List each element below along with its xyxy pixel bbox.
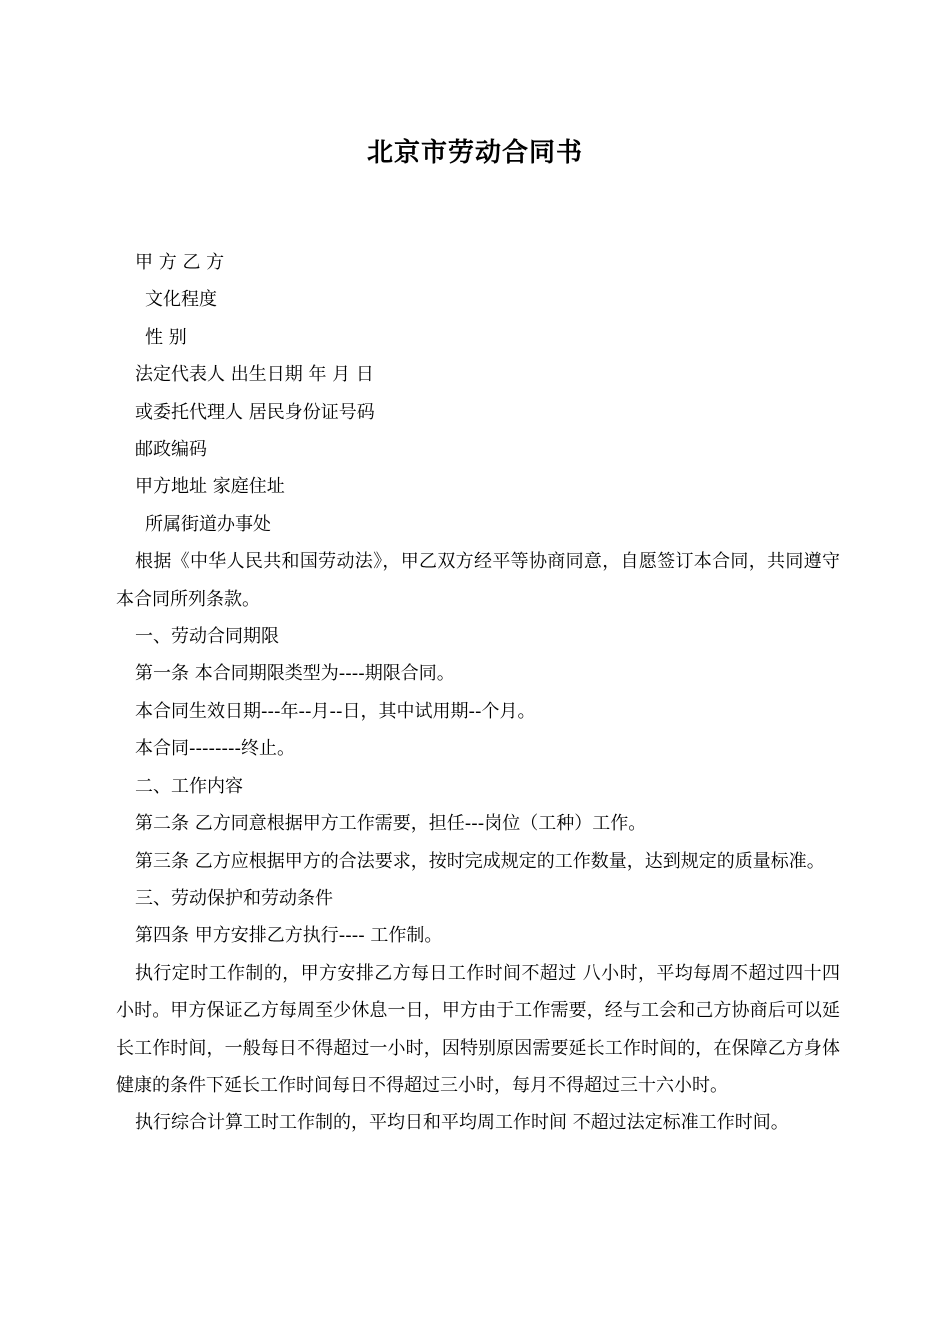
- document-body: [116, 244, 840, 1142]
- representative-line: 法定代表人 出生日期 年 月 日: [135, 364, 374, 386]
- street-office-line: 所属街道办事处: [145, 513, 271, 535]
- comprehensive-hours-line: 执行综合计算工时工作制的，平均日和平均周工作时间 不超过法定标准工作时间。: [135, 1112, 789, 1134]
- article-line: 第四条 甲方安排乙方执行---- 工作制。: [135, 925, 443, 947]
- document-title: 北京市劳动合同书: [366, 138, 583, 168]
- article-paragraph: 第三条 乙方应根据甲方的合法要求，按时完成规定的工作数量，达到规定的质量标准。: [135, 850, 825, 872]
- postcode-line: 邮政编码: [135, 439, 207, 461]
- gender-line: 性 别: [145, 326, 187, 348]
- agent-line: 或委托代理人 居民身份证号码: [135, 401, 375, 423]
- section-heading: 一、劳动合同期限: [135, 626, 279, 648]
- article-line: 第二条 乙方同意根据甲方工作需要，担任---岗位（工种）工作。: [135, 813, 647, 835]
- section-heading: 三、劳动保护和劳动条件: [135, 887, 333, 909]
- article-line: 第一条 本合同期限类型为----期限合同。: [135, 663, 455, 685]
- address-line: 甲方地址 家庭住址: [135, 476, 285, 498]
- termination-line: 本合同--------终止。: [135, 738, 295, 760]
- working-hours-paragraph: 执行定时工作制的，甲方安排乙方每日工作时间不超过 八小时，平均每周不超过四十四小时。甲方保证乙方每周至少休息一日，甲方由于工作需要，经与工会和己方协商后可以延长工作时间，一般每日不得超过一小时，因特别原因需要延长工作时间的，在保障乙方身体健康的条件下延长工作时间每日不得超过三小时，每月不得超过三十六小时。: [116, 962, 840, 1096]
- party-line: 甲 方 乙 方: [135, 252, 225, 273]
- effective-date-line: 本合同生效日期---年--月--日，其中试用期--个月。: [135, 700, 536, 722]
- preamble-paragraph: 根据《中华人民共和国劳动法》，甲乙双方经平等协商同意，自愿签订本合同，共同遵守本合同所列条款。: [116, 551, 840, 610]
- section-heading: 二、工作内容: [135, 775, 243, 797]
- education-line: 文化程度: [145, 289, 217, 311]
